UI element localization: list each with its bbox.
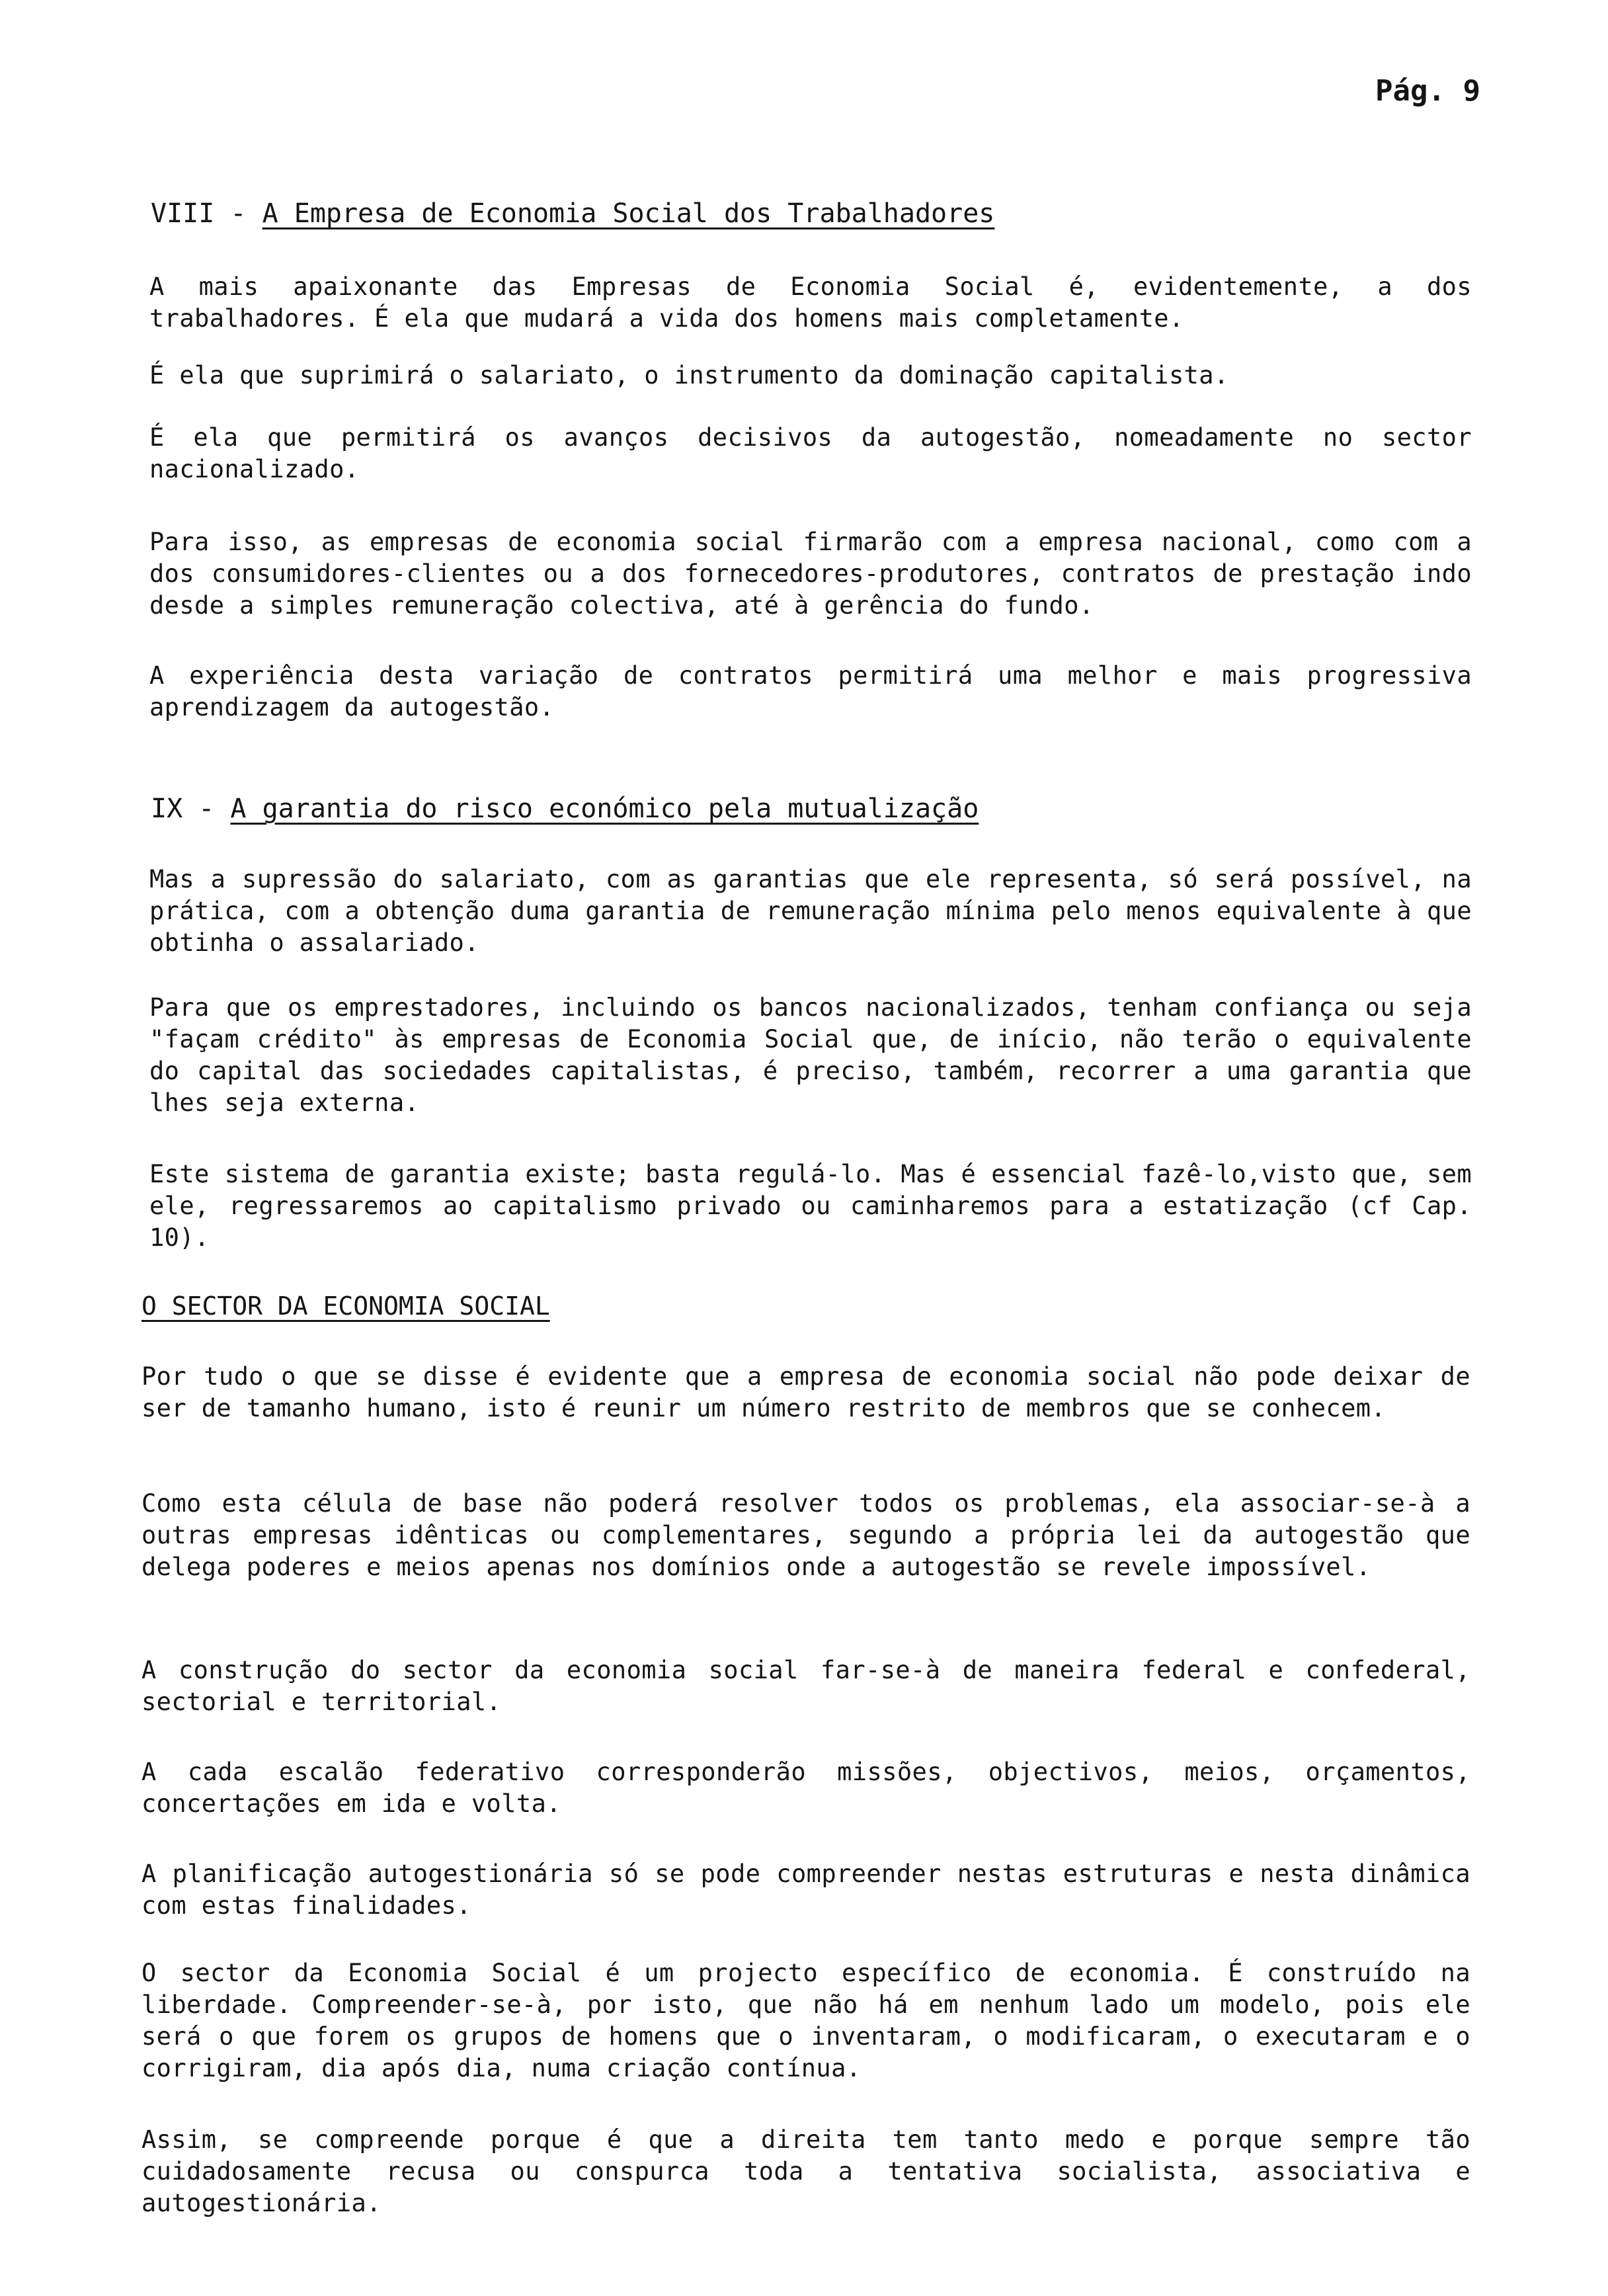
paragraph: O sector da Economia Social é um projecto específico de economia. É construído na liberdade. Compreender-se-à, por isto, que não há em nenhum lado um modelo, pois ele será o que forem os grupos de homens que o inventaram, o modificaram, o executaram e o corrigiram, dia após dia, numa criação contínua.: [141, 1959, 1470, 2082]
paragraph: A mais apaixonante das Empresas de Economia Social é, evidentemente, a dos trabalhadores. É ela que mudará a vida dos homens mais completamente.: [149, 272, 1472, 333]
section-number: VIII -: [151, 198, 262, 229]
paragraph: Assim, se compreende porque é que a direita tem tanto medo e porque sempre tão cuidadosamente recusa ou conspurca toda a tentativa socialista, associativa e autogestionária.: [141, 2125, 1470, 2217]
paragraph: Por tudo o que se disse é evidente que a empresa de economia social não pode deixar de ser de tamanho humano, isto é reunir um número restrito de membros que se conhecem.: [141, 1362, 1470, 1422]
paragraph: Este sistema de garantia existe; basta regulá-lo. Mas é essencial fazê-lo,visto que, sem ele, regressaremos ao capitalismo privado ou caminharemos para a estatização (cf Cap. 10).: [149, 1160, 1472, 1252]
paragraph: A cada escalão federativo corresponderão missões, objectivos, meios, orçamentos, concertações em ida e volta.: [141, 1758, 1470, 1818]
paragraph: Para que os emprestadores, incluindo os bancos nacionalizados, tenham confiança ou seja "façam crédito" às empresas de Economia Social que, de início, não terão o equivalente do capital das sociedades capitalistas, é preciso, também, recorrer a uma garantia que lhes seja externa.: [149, 993, 1472, 1117]
page-number: Pág. 9: [1375, 74, 1480, 108]
paragraph: A planificação autogestionária só se pode compreender nestas estruturas e nesta dinâmica com estas finalidades.: [141, 1860, 1470, 1920]
paragraph: A construção do sector da economia social far-se-à de maneira federal e confederal, sectorial e territorial.: [141, 1656, 1470, 1716]
paragraph: Como esta célula de base não poderá resolver todos os problemas, ela associar-se-à a outras empresas idênticas ou complementares, segundo a própria lei da autogestão que delega poderes e meios apenas nos domínios onde a autogestão se revele impossível.: [141, 1489, 1470, 1581]
paragraph: É ela que permitirá os avanços decisivos da autogestão, nomeadamente no sector nacionalizado.: [149, 423, 1472, 483]
sector-heading: O SECTOR DA ECONOMIA SOCIAL: [141, 1292, 550, 1321]
paragraph: Para isso, as empresas de economia social firmarão com a empresa nacional, como com a dos consumidores-clientes ou a dos fornecedores-produtores, contratos de prestação indo desde a simples remuneração colectiva, até à gerência do fundo.: [149, 528, 1472, 620]
section-heading-viii: [151, 196, 1539, 231]
section-title: A garantia do risco económico pela mutualização: [230, 794, 979, 824]
section-number: IX -: [151, 794, 231, 824]
paragraph: Mas a supressão do salariato, com as garantias que ele representa, só será possível, na prática, com a obtenção duma garantia de remuneração mínima pelo menos equivalente à que obtinha o assalariado.: [149, 865, 1472, 957]
paragraph: É ela que suprimirá o salariato, o instrumento da dominação capitalista.: [149, 361, 1229, 390]
section-heading-ix: [151, 791, 1539, 827]
section-title: A Empresa de Economia Social dos Trabalhadores: [262, 198, 995, 229]
paragraph: A experiência desta variação de contratos permitirá uma melhor e mais progressiva aprendizagem da autogestão.: [149, 661, 1472, 721]
